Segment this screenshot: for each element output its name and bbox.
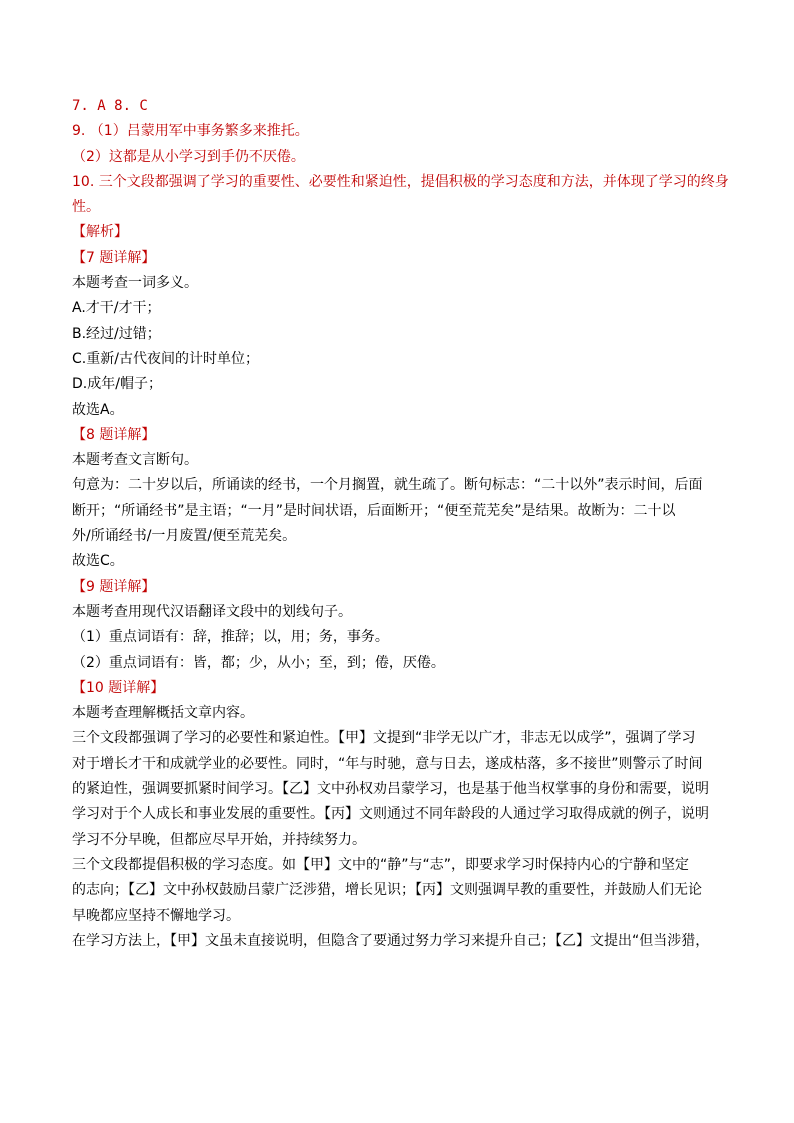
q7-conclusion: 故选A。 xyxy=(72,401,124,418)
q9-heading: 【9 题详解】 xyxy=(72,578,156,595)
answer-q10-line1: 10. 三个文段都强调了学习的重要性、必要性和紧迫性，提倡积极的学习态度和方法，并体现了学习的终身 xyxy=(72,173,729,190)
q8-text-line: 外/所诵经书/一月废置/便至荒芜矣。 xyxy=(72,528,297,545)
q10-heading: 【10 题详解】 xyxy=(72,679,165,696)
q10-text-line: 在学习方法上，【甲】文虽未直接说明，但隐含了要通过努力学习来提升自己；【乙】文提出“但当涉猎， xyxy=(72,932,710,949)
q10-text-line: 的志向；【乙】文中孙权鼓励吕蒙广泛涉猎，增长见识；【丙】文则强调早教的重要性，并鼓励人们无论 xyxy=(72,882,702,899)
answer-q7-q8: 7. A 8. C xyxy=(72,98,148,114)
q10-text-line: 对于增长才干和成就学业的必要性。同时，“年与时驰，意与日去，遂成枯落，多不接世”则警示了时间 xyxy=(72,755,703,772)
q9-intro: 本题考查用现代汉语翻译文段中的划线句子。 xyxy=(72,603,352,620)
q10-intro: 本题考查理解概括文章内容。 xyxy=(72,705,254,722)
q7-option-a: A.才干/才干； xyxy=(72,300,161,317)
q10-text-line: 学习不分早晚，但都应尽早开始，并持续努力。 xyxy=(72,831,366,848)
q10-text-line: 三个文段都提倡积极的学习态度。如【甲】文中的“静”与“志”，即要求学习时保持内心的宁静和坚定 xyxy=(72,856,690,873)
q9-text-line: （2）重点词语有：皆，都；少，从小；至，到；倦，厌倦。 xyxy=(72,654,445,671)
q8-conclusion: 故选C。 xyxy=(72,553,124,570)
q10-text-line: 学习对于个人成长和事业发展的重要性。【丙】文则通过不同年龄段的人通过学习取得成就的例子，说明 xyxy=(72,806,709,823)
analysis-heading: 【解析】 xyxy=(72,224,128,241)
document-page xyxy=(72,94,732,954)
q8-intro: 本题考查文言断句。 xyxy=(72,452,198,469)
q10-text-line: 的紧迫性，强调要抓紧时间学习。【乙】文中孙权劝吕蒙学习，也是基于他当权掌事的身份和需要，说明 xyxy=(72,781,709,798)
q9-text-line: （1）重点词语有：辞，推辞；以，用；务，事务。 xyxy=(72,629,389,646)
q7-heading: 【7 题详解】 xyxy=(72,249,156,266)
q10-text-line: 三个文段都强调了学习的必要性和紧迫性。【甲】文提到“非学无以广才，非志无以成学”，强调了学习 xyxy=(72,730,696,747)
q7-option-d: D.成年/帽子； xyxy=(72,376,162,393)
answer-q9-1: 9. （1）吕蒙用军中事务繁多来推托。 xyxy=(72,123,309,140)
q8-text-line: 句意为：二十岁以后，所诵读的经书，一个月搁置，就生疏了。断句标志：“二十以外”表示时间，后面 xyxy=(72,477,703,494)
answer-q9-2: （2）这都是从小学习到手仍不厌倦。 xyxy=(72,148,305,165)
q7-option-b: B.经过/过错； xyxy=(72,325,161,342)
q10-text-line: 早晚都应坚持不懈地学习。 xyxy=(72,907,240,924)
answer-q10-line2: 性。 xyxy=(72,199,100,216)
q7-option-c: C.重新/古代夜间的计时单位； xyxy=(72,350,259,367)
q8-heading: 【8 题详解】 xyxy=(72,426,156,443)
q8-text-line: 断开；“所诵经书”是主语；“一月”是时间状语，后面断开；“便至荒芜矣”是结果。故断为：二十以 xyxy=(72,502,676,519)
q7-intro: 本题考查一词多义。 xyxy=(72,275,198,292)
